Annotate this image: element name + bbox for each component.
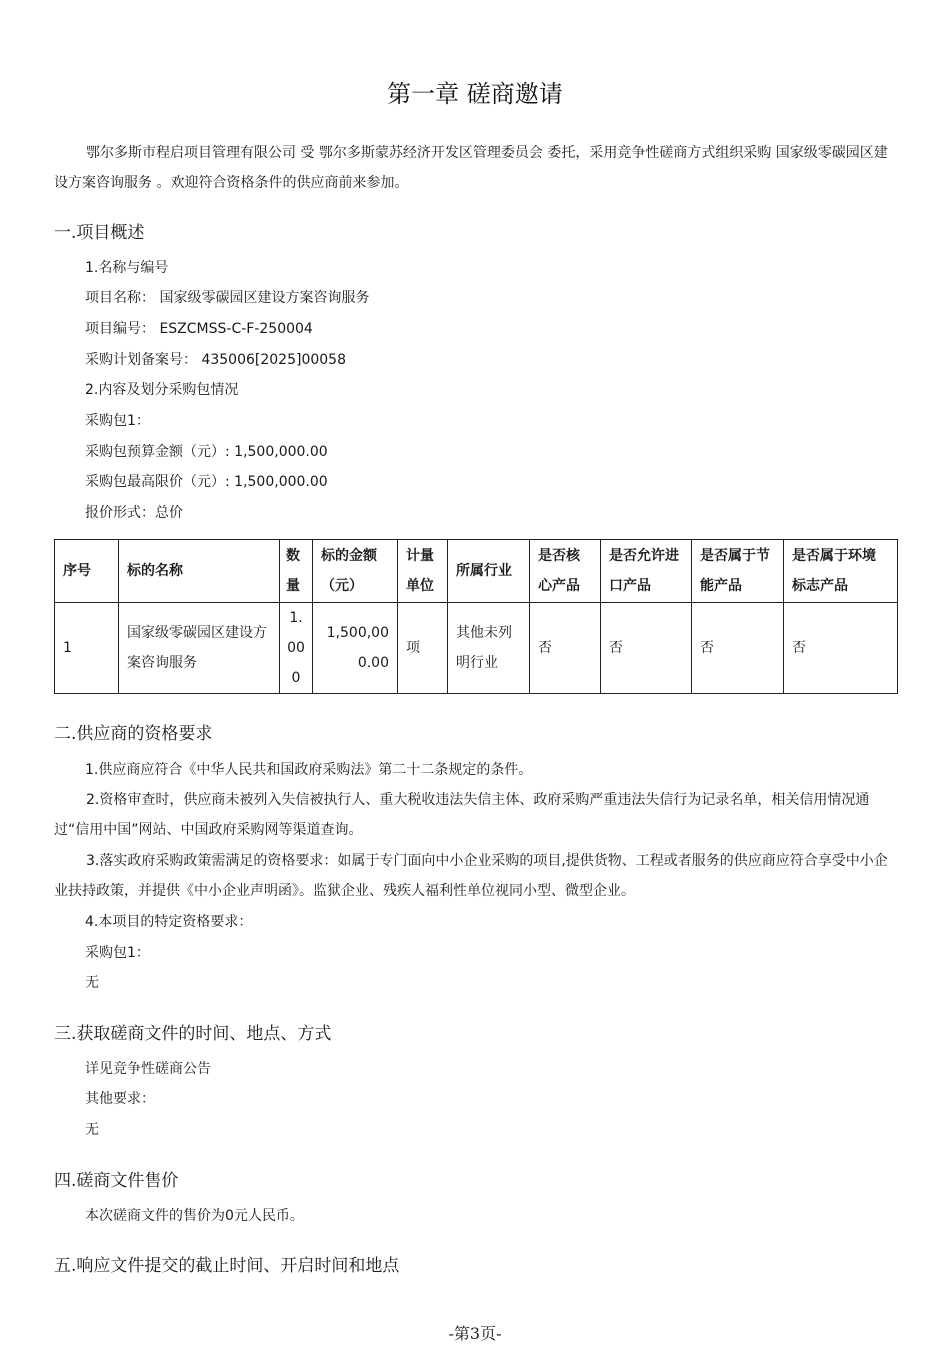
- package-label: 采购包1：: [85, 413, 150, 429]
- package-budget: 采购包预算金额（元）: 1,500,000.00: [85, 444, 328, 460]
- col-header: 计量单位: [398, 540, 448, 603]
- table-cell: 其他未列明行业: [448, 603, 530, 694]
- section-2-heading: 二.供应商的资格要求: [54, 724, 213, 744]
- qualification-item-3: 3.落实政府采购政策需满足的资格要求：如属于专门面向中小企业采购的项目,提供货物、工程或者服务的供应商应符合享受中小企业扶持政策，并提供《中小企业声明函》。监狱企业、残疾人福利性单位视同小型、微型企业。: [54, 853, 888, 899]
- items-table: [54, 539, 898, 694]
- table-cell: 否: [784, 603, 898, 694]
- table-cell: 否: [601, 603, 692, 694]
- table-header-row: [55, 540, 898, 603]
- col-header: 是否属于节能产品: [692, 540, 784, 603]
- intro-paragraph: 鄂尔多斯市程启项目管理有限公司 受 鄂尔多斯蒙苏经济开发区管理委员会 委托，采用竞争性磋商方式组织采购 国家级零碳园区建设方案咨询服务 。欢迎符合资格条件的供应商前来参加。: [54, 145, 888, 191]
- page-title: 第一章 磋商邀请: [387, 80, 563, 108]
- table-cell: 项: [398, 603, 448, 694]
- none-text-2: 无: [85, 1122, 99, 1138]
- section-5-heading: 五.响应文件提交的截止时间、开启时间和地点: [54, 1256, 400, 1276]
- see-announcement: 详见竞争性磋商公告: [85, 1061, 211, 1077]
- table-cell: 否: [692, 603, 784, 694]
- table-cell: 国家级零碳园区建设方案咨询服务: [119, 603, 280, 694]
- section-4-heading: 四.磋商文件售价: [54, 1171, 179, 1191]
- qualification-item-1: 1.供应商应符合《中华人民共和国政府采购法》第二十二条规定的条件。: [85, 762, 533, 778]
- qualification-item-2: 2.资格审查时，供应商未被列入失信被执行人、重大税收违法失信主体、政府采购严重违法失信行为记录名单，相关信用情况通过“信用中国”网站、中国政府采购网等渠道查询。: [54, 792, 870, 838]
- col-header: 是否核心产品: [530, 540, 601, 603]
- qualification-item-4: 4.本项目的特定资格要求：: [85, 914, 253, 930]
- package-label-2: 采购包1：: [85, 945, 150, 961]
- record-number: 采购计划备案号： 435006[2025]00058: [85, 352, 346, 368]
- other-requirements: 其他要求：: [85, 1091, 155, 1107]
- page-number: -第3页-: [448, 1324, 502, 1343]
- table-cell: 1: [55, 603, 119, 694]
- project-number: 项目编号： ESZCMSS-C-F-250004: [85, 321, 313, 337]
- col-header: 标的金额（元）: [313, 540, 398, 603]
- col-header: 数量: [280, 540, 313, 603]
- col-header: 标的名称: [119, 540, 280, 603]
- col-header: 序号: [55, 540, 119, 603]
- quote-form: 报价形式：总价: [85, 505, 183, 521]
- col-header: 所属行业: [448, 540, 530, 603]
- table-row: [55, 603, 898, 694]
- table-cell: 1,500,000.00: [313, 603, 398, 694]
- section-1-heading: 一.项目概述: [54, 223, 145, 243]
- content-subheading: 2.内容及划分采购包情况: [85, 382, 239, 398]
- document-price: 本次磋商文件的售价为0元人民币。: [85, 1208, 304, 1224]
- package-max-price: 采购包最高限价（元）: 1,500,000.00: [85, 474, 328, 490]
- section-3-heading: 三.获取磋商文件的时间、地点、方式: [54, 1024, 332, 1044]
- table-cell: 否: [530, 603, 601, 694]
- none-text: 无: [85, 975, 99, 991]
- col-header: 是否允许进口产品: [601, 540, 692, 603]
- col-header: 是否属于环境标志产品: [784, 540, 898, 603]
- name-and-number-subheading: 1.名称与编号: [85, 260, 169, 276]
- project-name: 项目名称： 国家级零碳园区建设方案咨询服务: [85, 290, 370, 306]
- table-cell: 1.000: [280, 603, 313, 694]
